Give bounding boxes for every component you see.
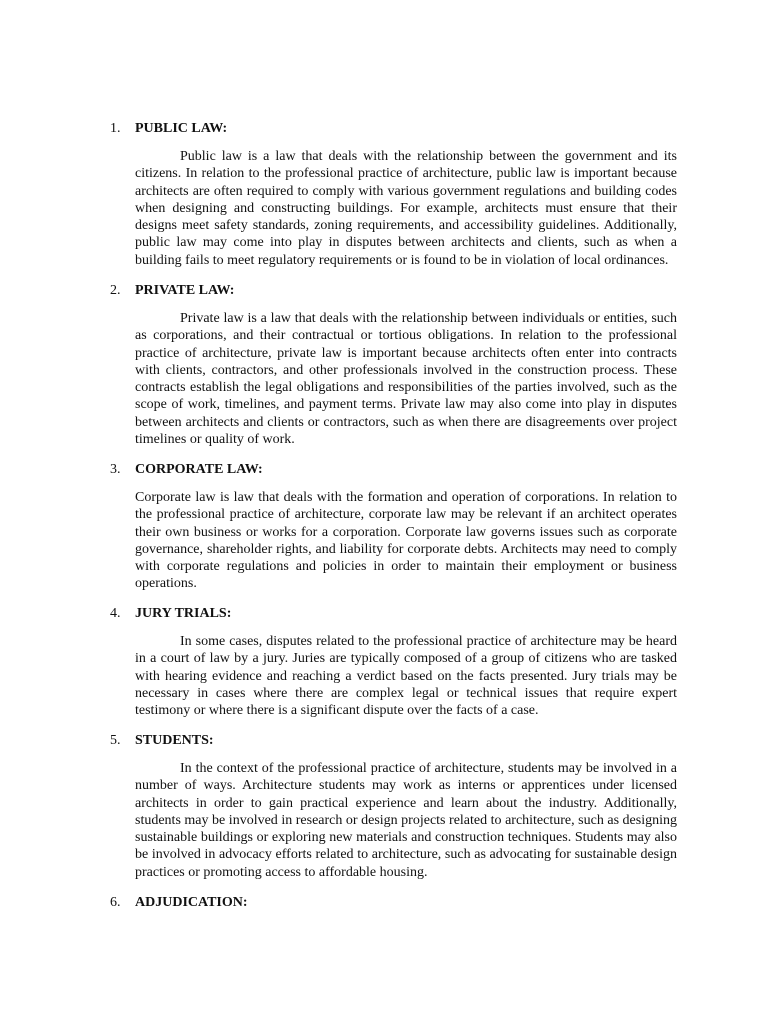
section-heading: [0, 732, 700, 750]
section-number: 6.: [110, 895, 121, 910]
section-number: 3.: [110, 462, 121, 477]
section-heading: [0, 894, 700, 912]
section-body: Public law is a law that deals with the relationship between the government and its citizens. In relation to the professional practice of architecture, public law is important because architects are often required to comply with various government regulations and building codes when designing and constructing buildings. For example, architects must ensure that their designs meet safety standards, zoning requirements, and accessibility guidelines. Additionally, public law may come into play in disputes between architects and clients, such as when a building fails to meet regulatory requirements or is found to be in violation of local ordinances.: [135, 149, 677, 268]
section-heading: [0, 605, 700, 623]
section-title: PRIVATE LAW:: [135, 283, 235, 298]
section-heading: [0, 461, 700, 479]
section-number: 5.: [110, 733, 121, 748]
section-body: Private law is a law that deals with the relationship between individuals or entities, such as corporations, and their contractual or tortious obligations. In relation to the professional practice of architecture, private law is important because architects often enter into contracts with clients, contractors, and other professionals involved in the construction process. These contracts establish the legal obligations and responsibilities of the parties involved, such as the scope of work, timelines, and payment terms. Private law may also come into play in disputes between architects and clients or contractors, such as when there are disagreements over project timelines or quality of work.: [135, 311, 677, 448]
section-title: CORPORATE LAW:: [135, 462, 263, 477]
section-heading: [0, 120, 700, 138]
section-title: PUBLIC LAW:: [135, 121, 228, 136]
section-number: 1.: [110, 121, 121, 136]
section-body: Corporate law is law that deals with the formation and operation of corporations. In relation to the professional practice of architecture, corporate law may be relevant if an architect operates their own business or works for a corporation. Corporate law governs issues such as corporate governance, shareholder rights, and liability for corporate debts. Architects may need to comply with corporate regulations and policies in order to maintain their employment or business operations.: [135, 490, 677, 592]
section-heading: [0, 282, 700, 300]
section-title: ADJUDICATION:: [135, 895, 248, 910]
section-title: STUDENTS:: [135, 733, 214, 748]
section-title: JURY TRIALS:: [135, 606, 232, 621]
section-number: 2.: [110, 283, 121, 298]
section-number: 4.: [110, 606, 121, 621]
section-body: In the context of the professional practice of architecture, students may be involved in a number of ways. Architecture students may work as interns or apprentices under licensed architects in order to gain practical experience and learn about the industry. Additionally, students may be involved in research or design projects related to architecture, such as designing sustainable buildings or exploring new materials and construction techniques. Students may also be involved in advocacy efforts related to architecture, such as advocating for sustainable design practices or promoting access to affordable housing.: [135, 761, 677, 880]
section-body: In some cases, disputes related to the professional practice of architecture may be heard in a court of law by a jury. Juries are typically composed of a group of citizens who are tasked with hearing evidence and reaching a verdict based on the facts presented. Jury trials may be necessary in cases where there are complex legal or technical issues that require expert testimony or where there is a significant dispute over the facts of a case.: [135, 634, 677, 719]
